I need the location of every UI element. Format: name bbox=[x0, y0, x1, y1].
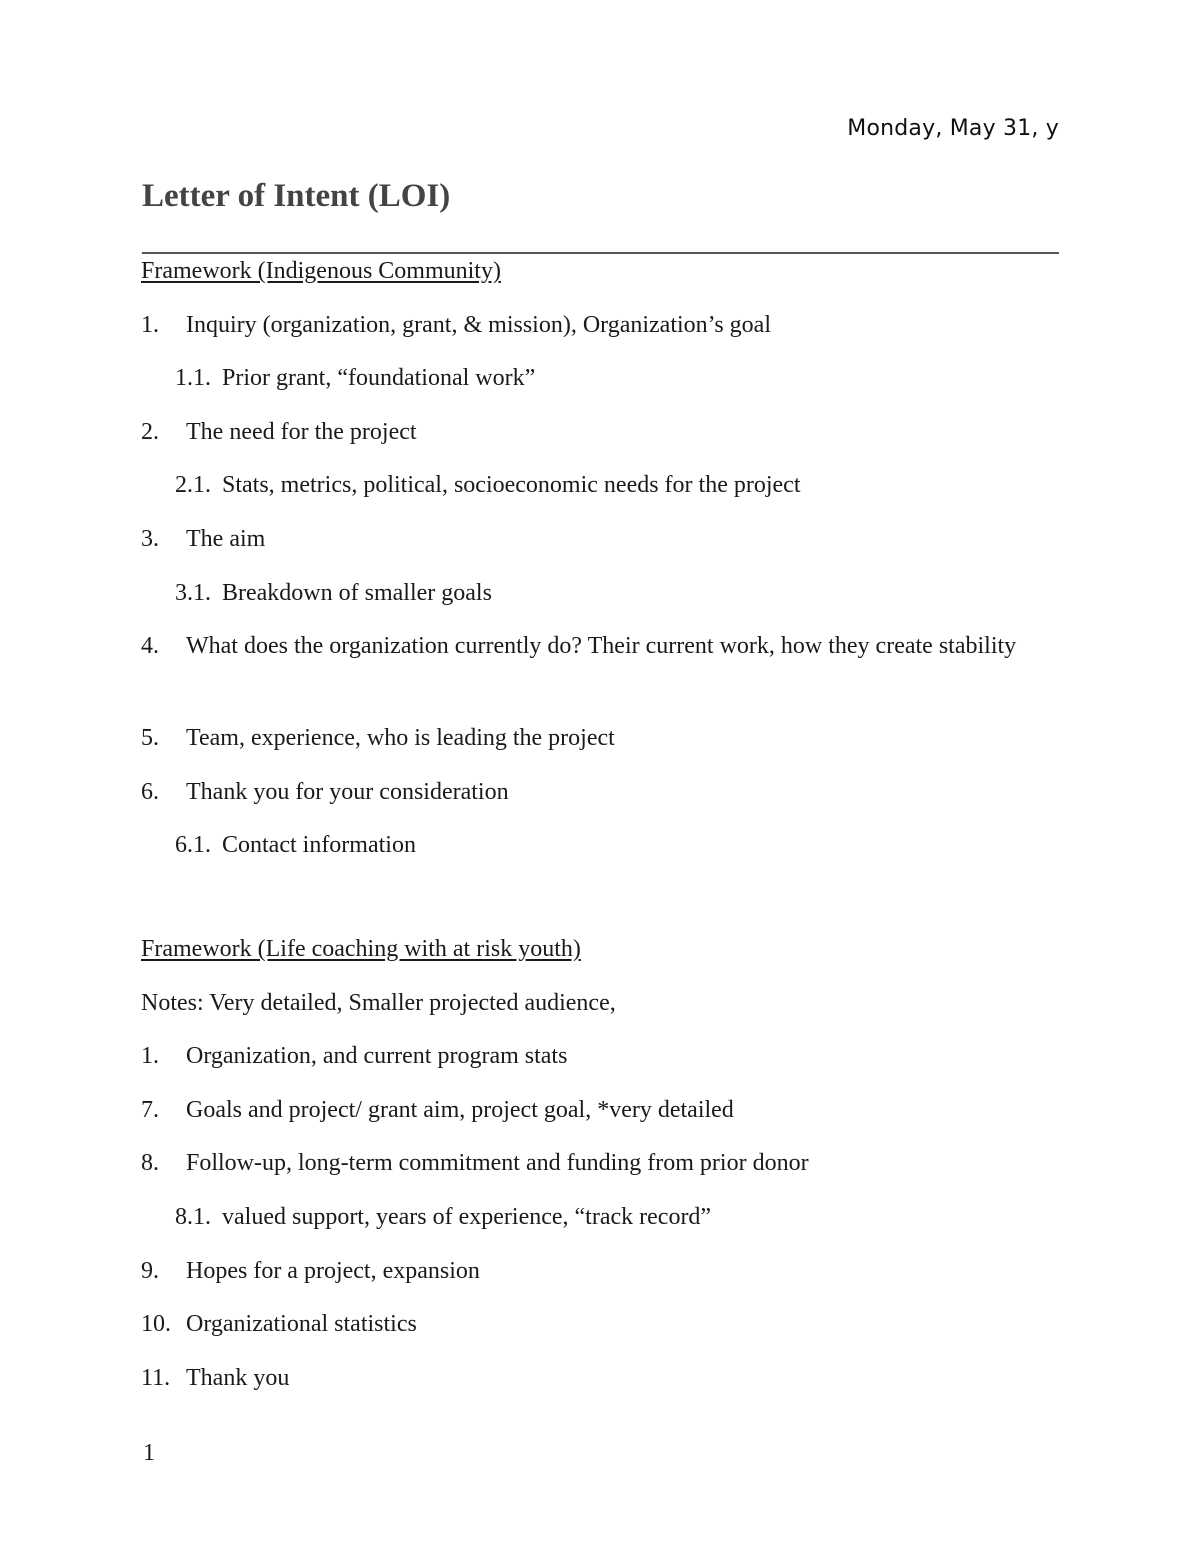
list-item-text: Prior grant, “foundational work” bbox=[222, 365, 536, 392]
list-subitem bbox=[141, 470, 1071, 524]
list-subitem bbox=[141, 578, 1071, 632]
list-item-text: Hopes for a project, expansion bbox=[186, 1257, 480, 1284]
section-heading: Framework (Life coaching with at risk youth) bbox=[141, 936, 581, 962]
list-item-number: 5. bbox=[141, 725, 159, 752]
list-subitem bbox=[141, 1202, 1071, 1256]
list-item-text: The aim bbox=[186, 525, 266, 552]
list-item bbox=[141, 1041, 1071, 1095]
list-item-text: Organizational statistics bbox=[186, 1311, 417, 1338]
list-item-text: What does the organization currently do? Their current work, how they create stability bbox=[186, 633, 1017, 660]
list-subitem bbox=[141, 830, 1071, 884]
list-item bbox=[141, 1148, 1071, 1202]
page-number: 1 bbox=[143, 1440, 155, 1466]
list-item-text: Inquiry (organization, grant, & mission), Organization’s goal bbox=[186, 311, 771, 338]
list-item-number: 6. bbox=[141, 778, 159, 805]
list-item-number: 2.1. bbox=[175, 472, 211, 499]
list-item bbox=[141, 524, 1071, 578]
list-item-number: 7. bbox=[141, 1096, 159, 1123]
list-item bbox=[141, 310, 1071, 364]
section-heading: Framework (Indigenous Community) bbox=[141, 258, 501, 284]
list-item-number: 1. bbox=[141, 311, 159, 338]
list-item-number: 3. bbox=[141, 525, 159, 552]
list-item-number: 3.1. bbox=[175, 579, 211, 606]
document-title: Letter of Intent (LOI) bbox=[142, 178, 451, 214]
list-item-text: Contact information bbox=[222, 832, 416, 859]
list-item-number: 1. bbox=[141, 1043, 159, 1070]
list-item bbox=[141, 777, 1071, 831]
list-item-number: 4. bbox=[141, 633, 159, 660]
list-item bbox=[141, 417, 1071, 471]
list-item-text: Thank you for your consideration bbox=[186, 778, 509, 805]
list-item-text: Goals and project/ grant aim, project goal, *very detailed bbox=[186, 1096, 734, 1123]
list-item bbox=[141, 631, 1071, 723]
list-item-text: Thank you bbox=[186, 1364, 290, 1391]
list-item-number: 1.1. bbox=[175, 365, 211, 392]
title-divider bbox=[142, 252, 1059, 254]
list-item-text: Team, experience, who is leading the project bbox=[186, 725, 615, 752]
section-life-coaching bbox=[141, 934, 1071, 1416]
list-item-text: Stats, metrics, political, socioeconomic needs for the project bbox=[222, 472, 801, 499]
list-item-text: Breakdown of smaller goals bbox=[222, 579, 492, 606]
section-indigenous-community bbox=[141, 256, 1071, 884]
list-item bbox=[141, 1363, 1071, 1417]
list-item bbox=[141, 1095, 1071, 1149]
list-item-number: 2. bbox=[141, 418, 159, 445]
list-item-text: Organization, and current program stats bbox=[186, 1043, 568, 1070]
list-subitem bbox=[141, 363, 1071, 417]
list-item-number: 11. bbox=[141, 1364, 171, 1391]
list-item-text: valued support, years of experience, “track record” bbox=[222, 1203, 712, 1230]
section-notes: Notes: Very detailed, Smaller projected audience, bbox=[141, 989, 616, 1016]
list-item-number: 9. bbox=[141, 1257, 159, 1284]
document-date: Monday, May 31, y bbox=[847, 116, 1059, 141]
list-item bbox=[141, 723, 1071, 777]
list-item-number: 8. bbox=[141, 1150, 159, 1177]
list-item-number: 8.1. bbox=[175, 1203, 211, 1230]
list-item bbox=[141, 1309, 1071, 1363]
list-item-number: 6.1. bbox=[175, 832, 211, 859]
list-item-text: The need for the project bbox=[186, 418, 417, 445]
list-item-number: 10. bbox=[141, 1311, 171, 1338]
list-item-text: Follow-up, long-term commitment and funding from prior donor bbox=[186, 1150, 809, 1177]
list-item bbox=[141, 1256, 1071, 1310]
